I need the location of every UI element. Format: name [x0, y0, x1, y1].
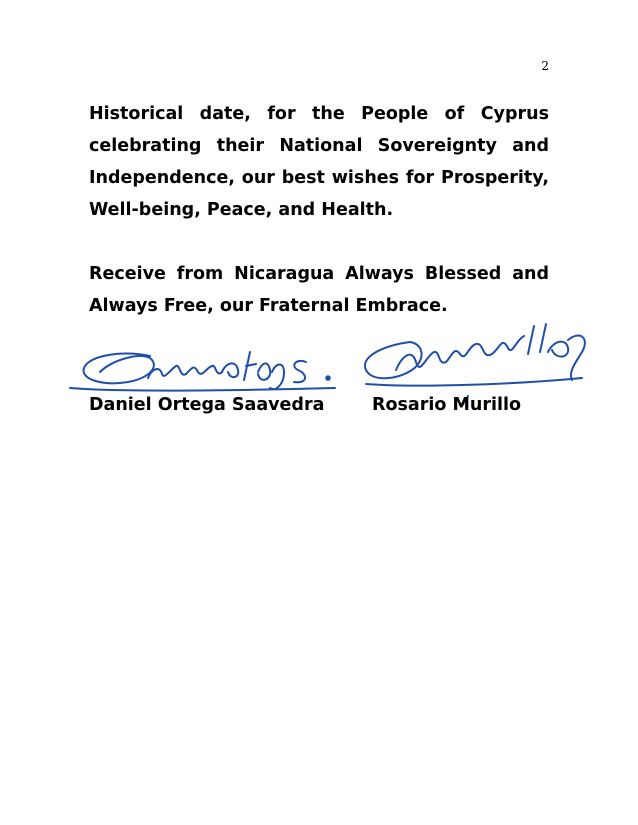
signature-daniel-ortega	[70, 352, 335, 391]
closing-paragraph: Receive from Nicaragua Always Blessed and Always Free, our Fraternal Embrace.	[89, 264, 549, 316]
signatory-name-daniel-ortega: Daniel Ortega Saavedra	[89, 395, 325, 415]
page-number: 2	[541, 59, 549, 73]
greeting-paragraph: Historical date, for the People of Cyprus celebrating their National Sovereignty and Independence, our best wishes for Prosperity, Well-being, Peace, and Health.	[89, 104, 549, 220]
signatory-name-rosario-murillo: Rosario Murillo	[372, 395, 521, 415]
signature-rosario-murillo	[365, 324, 585, 406]
